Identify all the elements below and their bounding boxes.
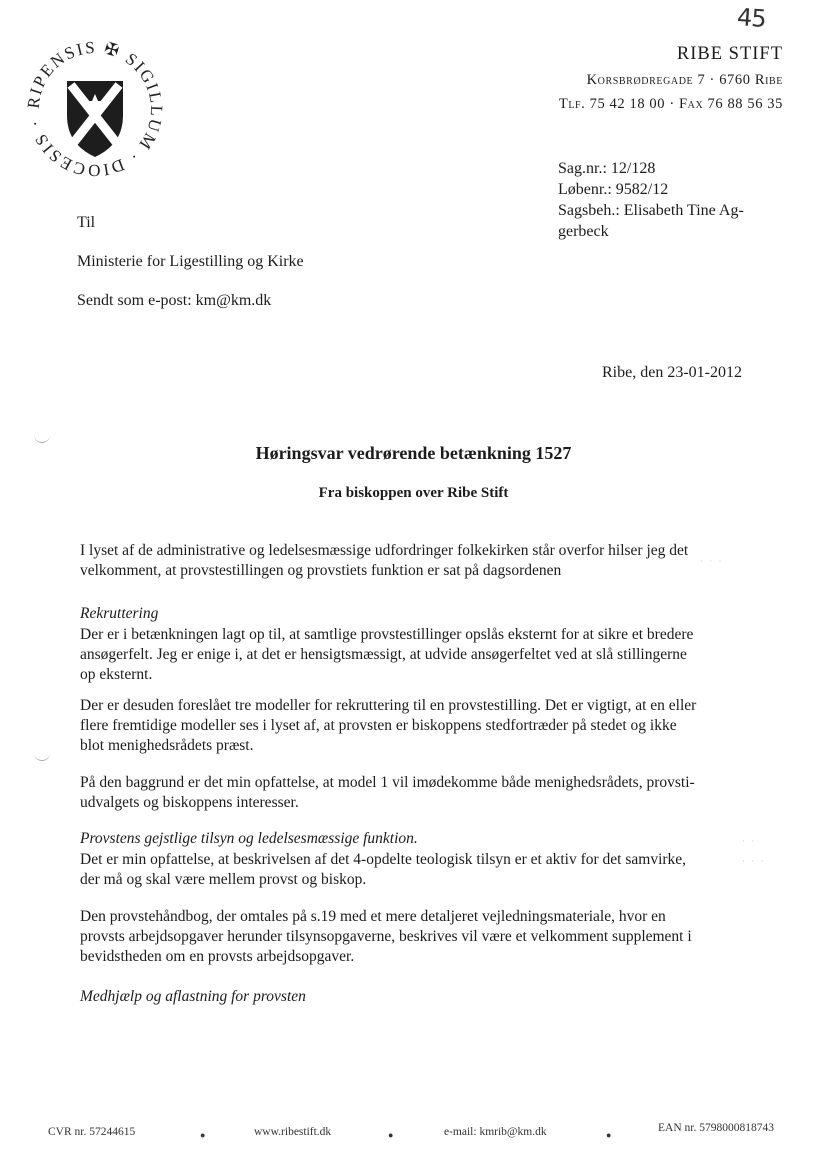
case-handler-line-2: gerbeck bbox=[558, 223, 609, 240]
text-line: blot menighedsrådets præst. bbox=[80, 737, 254, 754]
model1-paragraph bbox=[80, 773, 760, 813]
scan-noise: · · bbox=[742, 836, 757, 846]
footer-ean: EAN nr. 5798000818743 bbox=[658, 1122, 774, 1134]
date-line: Ribe, den 23-01-2012 bbox=[602, 364, 742, 381]
heading-tilsyn: Provstens gejstlige tilsyn og ledelsesmæssige funktion. bbox=[80, 830, 418, 847]
text-line: provsts arbejdsopgaver herunder tilsynsopgaverne, beskrives vil være et velkomment supplement i bbox=[80, 928, 692, 945]
text-line: op eksternt. bbox=[80, 666, 153, 683]
punch-hole-mark bbox=[34, 750, 50, 761]
text-line: velkomment, at provstestillingen og provstiets funktion er sat på dagsordenen bbox=[80, 562, 562, 579]
org-address: Korsbrødregade 7 · 6760 Ribe bbox=[586, 72, 783, 88]
heading-rekruttering: Rekruttering bbox=[80, 605, 159, 622]
text-line: I lyset af de administrative og ledelsesmæssige udfordringer folkekirken står overfor hilser jeg det bbox=[80, 542, 689, 559]
case-info bbox=[558, 158, 768, 242]
heading-medhjaelp: Medhjælp og aflastning for provsten bbox=[80, 988, 306, 1005]
footer-email: e-mail: kmrib@km.dk bbox=[444, 1126, 547, 1138]
recipient-ministry: Ministerie for Ligestilling og Kirke bbox=[77, 253, 304, 270]
case-number: Sag.nr.: 12/128 bbox=[558, 160, 656, 177]
text-line: bevidstheden om en provsts arbejdsopgaver. bbox=[80, 948, 355, 965]
text-line: Der er desuden foreslået tre modeller for rekruttering til en provstestilling. Det er vigtigt, at en eller bbox=[80, 697, 697, 714]
diocese-seal-logo bbox=[24, 38, 166, 180]
footer-cvr: CVR nr. 57244615 bbox=[48, 1126, 136, 1138]
org-name: RIBE STIFT bbox=[676, 44, 783, 64]
scan-noise: · · · bbox=[742, 856, 766, 866]
text-line: På den baggrund er det min opfattelse, at model 1 vil imødekomme både menighedsrådets, provsti- bbox=[80, 774, 695, 791]
rekruttering-paragraph bbox=[80, 625, 760, 685]
tilsyn-paragraph bbox=[80, 850, 760, 890]
modeller-paragraph bbox=[80, 696, 760, 756]
text-line: udvalgets og biskoppens interesser. bbox=[80, 794, 299, 811]
document-title: Høringsvar vedrørende betænkning 1527 bbox=[255, 443, 572, 463]
footer-separator: ● bbox=[388, 1130, 394, 1140]
text-line: Det er min opfattelse, at beskrivelsen af det 4-opdelte teologisk tilsyn er et aktiv for det samvirke, bbox=[80, 851, 687, 868]
intro-paragraph bbox=[80, 541, 760, 581]
svg-text:RIPENSIS ✠ SIGILLUM · DIOCESIS: RIPENSIS ✠ SIGILLUM · DIOCESIS · bbox=[24, 38, 166, 180]
text-line: ansøgerfelt. Jeg er enige i, at det er hensigtsmæssigt, at udvide ansøgerfeltet ved at slå stillingerne bbox=[80, 646, 687, 663]
to-label: Til bbox=[77, 214, 96, 231]
footer-website: www.ribestift.dk bbox=[254, 1126, 332, 1138]
text-line: der må og skal være mellem provst og biskop. bbox=[80, 871, 367, 888]
serial-number: Løbenr.: 9582/12 bbox=[558, 181, 669, 198]
punch-hole-mark bbox=[34, 432, 50, 443]
text-line: Der er i betænkningen lagt op til, at samtlige provstestillinger opslås eksternt for at sikre et bredere bbox=[80, 626, 694, 643]
footer-separator: ● bbox=[606, 1130, 612, 1140]
scan-noise: · · · bbox=[700, 556, 724, 566]
document-subtitle: Fra biskoppen over Ribe Stift bbox=[318, 485, 509, 501]
text-line: Den provstehåndbog, der omtales på s.19 med et mere detaljeret vejledningsmateriale, hvor en bbox=[80, 908, 666, 925]
handwritten-page-number: 45 bbox=[736, 3, 767, 33]
seal-icon bbox=[24, 38, 166, 180]
case-handler-line-1: Sagsbeh.: Elisabeth Tine Ag- bbox=[558, 202, 744, 219]
org-phone-fax: Tlf. 75 42 18 00 · Fax 76 88 56 35 bbox=[558, 96, 783, 112]
haandbog-paragraph bbox=[80, 907, 760, 967]
footer-separator: ● bbox=[200, 1130, 206, 1140]
text-line: flere fremtidige modeller ses i lyset af, at provsten er biskoppens stedfortræder på stedet og ikke bbox=[80, 717, 677, 734]
sent-via-email: Sendt som e-post: km@km.dk bbox=[77, 292, 272, 309]
